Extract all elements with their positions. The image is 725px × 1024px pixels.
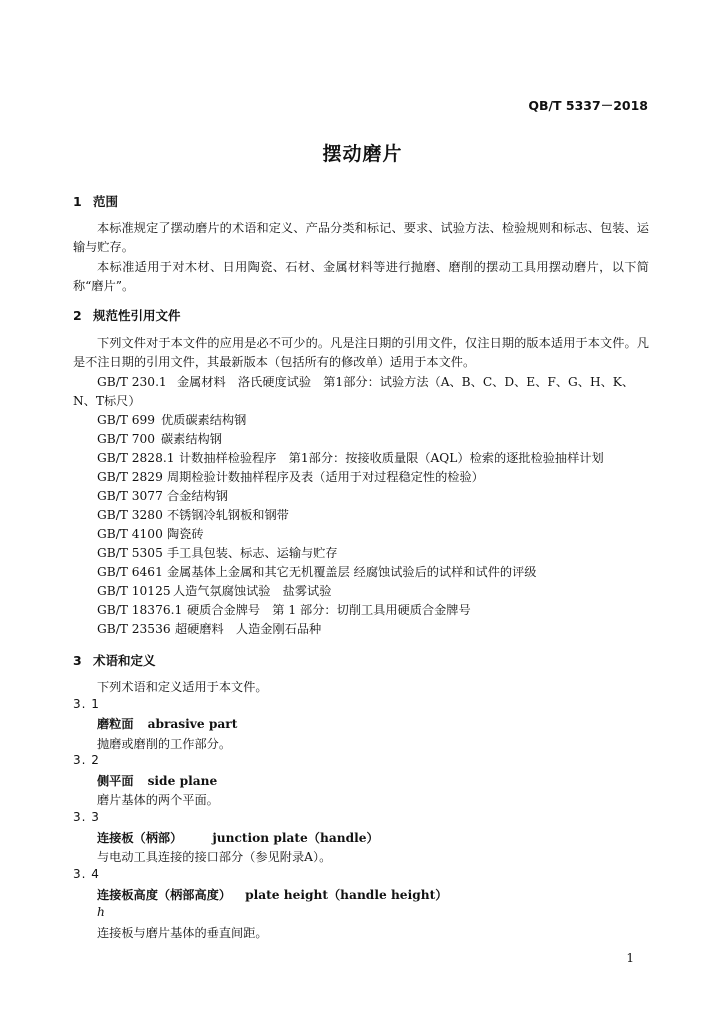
term-number: 3. 3 (73, 810, 100, 824)
reference-title: 金属基体上金属和其它无机覆盖层 经腐蚀试验后的试样和试件的评级 (167, 565, 537, 579)
term-definition: 抛磨或磨削的工作部分。 (97, 737, 232, 751)
reference-item (97, 563, 537, 580)
terms-intro: 下列术语和定义适用于本文件。 (97, 680, 268, 694)
reference-code: GB/T 6461 (97, 565, 163, 579)
reference-title: 计数抽样检验程序 第1部分：按接收质量限（AQL）检索的逐批检验抽样计划 (179, 451, 604, 465)
reference-continuation: N、T标尺） (73, 394, 141, 408)
term-symbol: h (97, 905, 105, 919)
document-title: 摆动磨片 (322, 143, 403, 165)
term-name-en: abrasive part (147, 717, 238, 731)
section-number: 3 (73, 653, 82, 668)
reference-title: 优质碳素结构钢 (161, 413, 247, 427)
term-name-zh: 磨粒面 (97, 717, 134, 731)
reference-code: GB/T 18376.1 (97, 603, 183, 617)
term-name (97, 772, 217, 789)
section-heading-terms (73, 651, 156, 669)
reference-code: GB/T 23536 (97, 622, 171, 636)
section-title: 范围 (93, 194, 119, 209)
reference-title: 硬质合金牌号 第 1 部分：切削工具用硬质合金牌号 (187, 603, 471, 617)
reference-item (97, 582, 331, 599)
reference-item (97, 544, 338, 561)
term-definition: 磨片基体的两个平面。 (97, 793, 219, 807)
section-title: 规范性引用文件 (93, 308, 181, 323)
reference-title: 手工具包装、标志、运输与贮存 (167, 546, 338, 560)
reference-item (97, 620, 321, 637)
reference-title: 碳素结构钢 (161, 432, 222, 446)
reference-item (97, 525, 204, 542)
reference-title: 合金结构钢 (167, 489, 228, 503)
term-name-zh: 连接板高度（柄部高度） (97, 888, 232, 902)
reference-title: 周期检验计数抽样程序及表（适用于对过程稳定性的检验） (167, 470, 484, 484)
term-name-zh: 连接板（柄部） (97, 831, 183, 845)
reference-item (97, 487, 228, 504)
reference-item (97, 373, 634, 390)
standard-code: QB/T 5337－2018 (528, 98, 648, 113)
reference-item (97, 430, 222, 447)
term-name-en: plate height（handle height） (245, 888, 448, 902)
reference-item (97, 411, 246, 428)
reference-title: 超硬磨料 人造金刚石品种 (175, 622, 322, 636)
section-number: 1 (73, 194, 82, 209)
reference-item (97, 468, 484, 485)
term-name-en: junction plate（handle） (212, 831, 379, 845)
term-name-en: side plane (147, 774, 218, 788)
reference-title: 陶瓷砖 (167, 527, 204, 541)
reference-code: GB/T 10125 (97, 584, 171, 598)
term-name (97, 886, 447, 903)
reference-title: 金属材料 洛氏硬度试验 第1部分：试验方法（A、B、C、D、E、F、G、H、K、 (177, 375, 635, 389)
scope-paragraph-2: 本标准适用于对木材、日用陶瓷、石材、金属材料等进行抛磨、磨削的摆动工具用摆动磨片，以下简称“磨片”。 (73, 260, 649, 293)
reference-code: GB/T 230.1 (97, 375, 167, 389)
reference-item (97, 601, 471, 618)
term-number: 3. 2 (73, 753, 100, 767)
reference-title: 不锈钢冷轧钢板和钢带 (167, 508, 289, 522)
reference-code: GB/T 700 (97, 432, 156, 446)
scope-paragraph-1: 本标准规定了摆动磨片的术语和定义、产品分类和标记、要求、试验方法、检验规则和标志、包装、运输与贮存。 (73, 221, 649, 254)
reference-code: GB/T 4100 (97, 527, 163, 541)
term-name (97, 829, 379, 846)
reference-code: GB/T 2828.1 (97, 451, 175, 465)
reference-code: GB/T 2829 (97, 470, 163, 484)
section-heading-normative (73, 306, 181, 324)
section-title: 术语和定义 (93, 653, 156, 668)
reference-code: GB/T 3280 (97, 508, 163, 522)
reference-item (97, 506, 289, 523)
section-heading-scope (73, 192, 118, 210)
reference-code: GB/T 5305 (97, 546, 163, 560)
reference-title: 人造气氛腐蚀试验 盐雾试验 (173, 584, 332, 598)
reference-code: GB/T 699 (97, 413, 156, 427)
term-name (97, 715, 237, 732)
term-name-zh: 侧平面 (97, 774, 134, 788)
term-number: 3. 1 (73, 697, 100, 711)
section-number: 2 (73, 308, 82, 323)
term-definition: 连接板与磨片基体的垂直间距。 (97, 926, 268, 940)
normative-intro: 下列文件对于本文件的应用是必不可少的。凡是注日期的引用文件，仅注日期的版本适用于本文件。凡是不注日期的引用文件，其最新版本（包括所有的修改单）适用于本文件。 (73, 336, 649, 369)
reference-item (97, 449, 604, 466)
reference-code: GB/T 3077 (97, 489, 163, 503)
term-definition: 与电动工具连接的接口部分（参见附录A）。 (97, 850, 332, 864)
page-number: 1 (626, 951, 634, 965)
term-number: 3. 4 (73, 867, 100, 881)
